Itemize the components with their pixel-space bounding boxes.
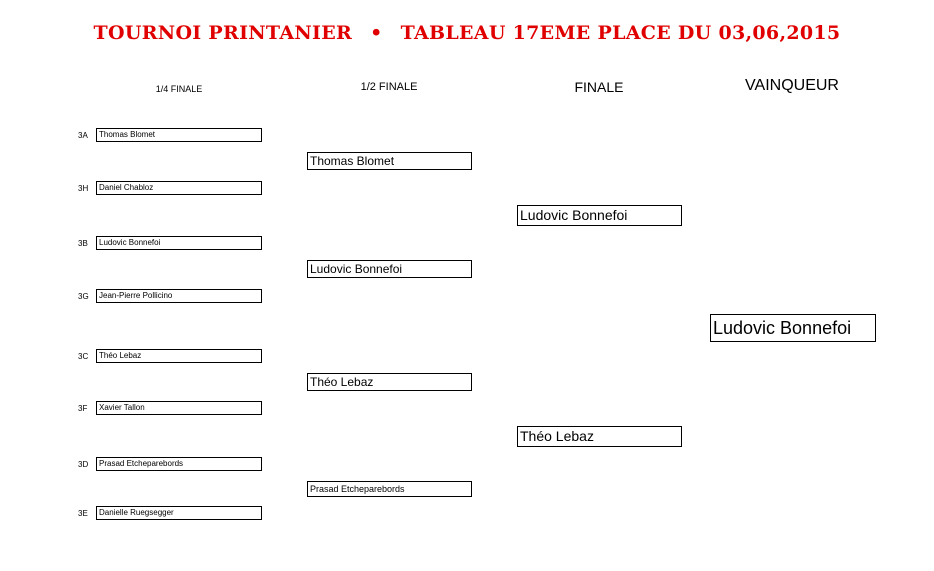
quarter-slot-6: Xavier Tallon [96, 401, 262, 415]
quarter-slot-1: Thomas Blomet [96, 128, 262, 142]
header-winner: VAINQUEUR [745, 77, 839, 94]
header-quarter-final: 1/4 FINALE [155, 84, 203, 94]
seed-label: 3A [78, 131, 88, 140]
semi-slot-4: Prasad Etcheparebords [307, 481, 472, 497]
quarter-slot-8: Danielle Ruegsegger [96, 506, 262, 520]
seed-label: 3H [78, 184, 89, 193]
quarter-slot-3: Ludovic Bonnefoi [96, 236, 262, 250]
final-slot-2: Théo Lebaz [517, 426, 682, 447]
header-final: FINALE [574, 79, 624, 95]
seed-label: 3E [78, 509, 88, 518]
semi-slot-1: Thomas Blomet [307, 152, 472, 170]
seed-label: 3C [78, 352, 89, 361]
title-separator: • [370, 22, 383, 44]
semi-slot-2: Ludovic Bonnefoi [307, 260, 472, 278]
quarter-slot-2: Daniel Chabloz [96, 181, 262, 195]
seed-label: 3G [78, 292, 89, 301]
quarter-slot-5: Théo Lebaz [96, 349, 262, 363]
seed-label: 3D [78, 460, 89, 469]
quarter-slot-7: Prasad Etcheparebords [96, 457, 262, 471]
tournament-name: TOURNOI PRINTANIER [93, 22, 353, 44]
bracket-title: TABLEAU 17EME PLACE DU 03,06,2015 [400, 22, 841, 44]
semi-slot-3: Théo Lebaz [307, 373, 472, 391]
seed-label: 3F [78, 404, 88, 413]
winner-slot: Ludovic Bonnefoi [710, 314, 876, 342]
header-semi-final: 1/2 FINALE [360, 81, 418, 93]
page-title [0, 22, 934, 44]
quarter-slot-4: Jean-Pierre Pollicino [96, 289, 262, 303]
seed-label: 3B [78, 239, 88, 248]
final-slot-1: Ludovic Bonnefoi [517, 205, 682, 226]
